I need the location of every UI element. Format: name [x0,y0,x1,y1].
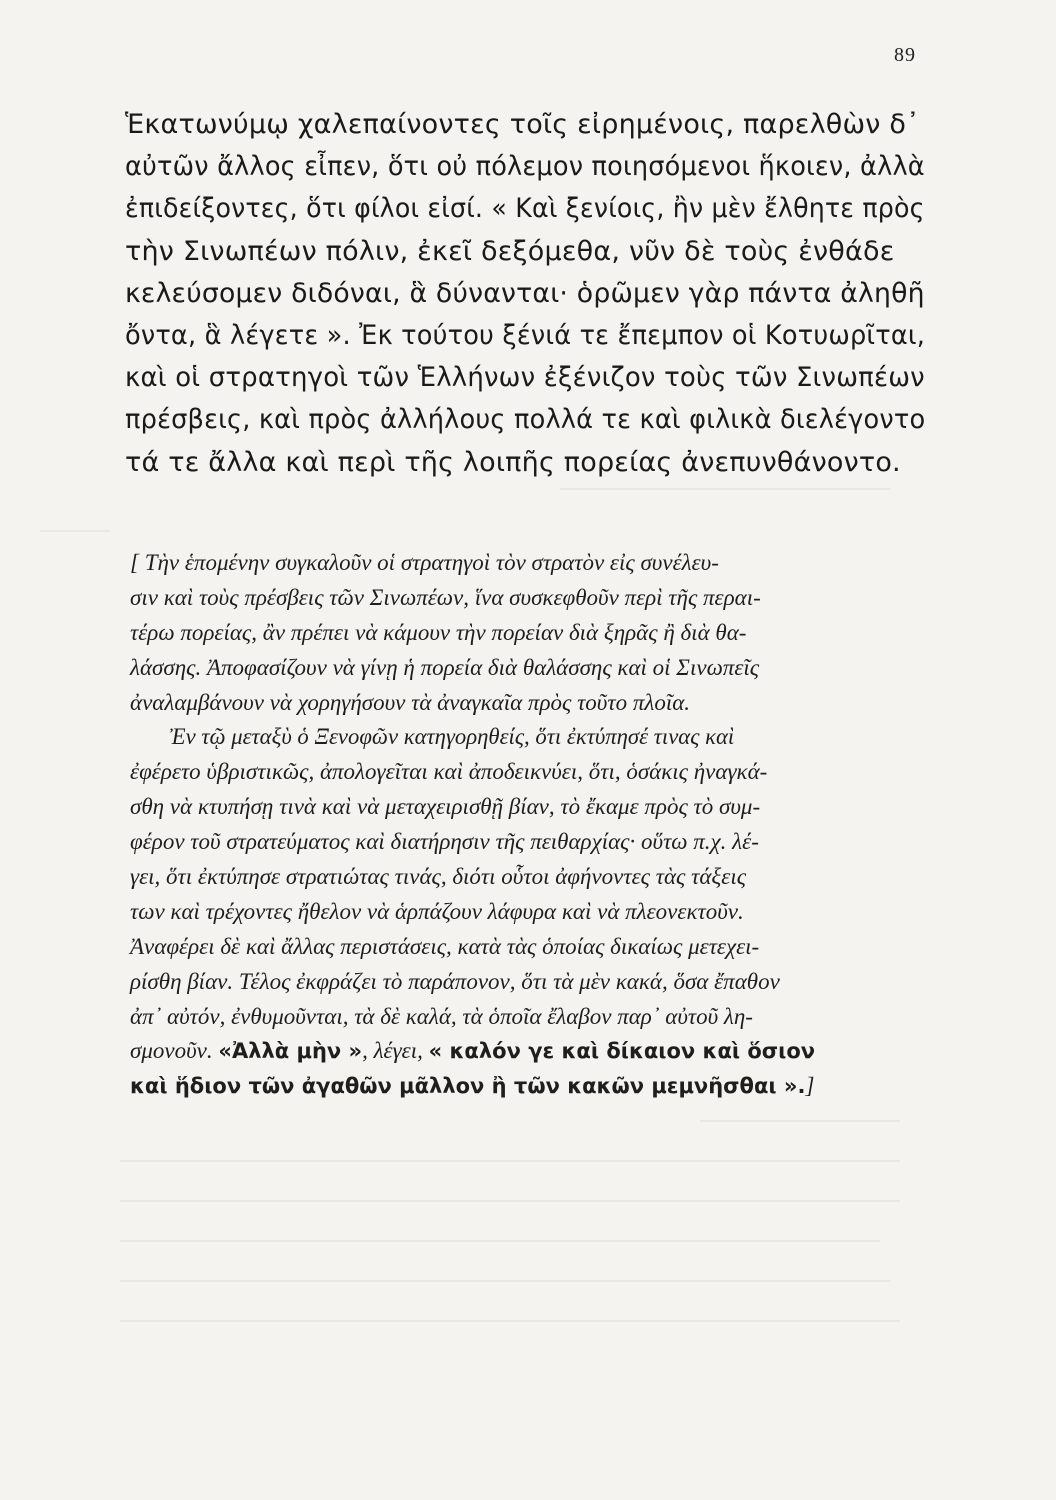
commentary-line: σιν καὶ τοὺς πρέσβεις τῶν Σινωπέων, ἵνα συσκεφθοῦν περὶ τῆς περαι- [130,584,761,610]
text-line: πρέσβεις, καὶ πρὸς ἀλλήλους πολλά τε καὶ φιλικὰ διελέγοντο [125,404,926,436]
text-line: Ἑκατωνύμῳ χαλεπαίνοντες τοῖς εἰρημένοις, παρελθὼν δ᾽ [125,109,920,140]
commentary-line: Ἀναφέρει δὲ καὶ ἄλλας περιστάσεις, κατὰ τὰς ὁποίας δικαίως μετεχει- [130,933,760,959]
commentary-text: , λέγει, [362,1038,423,1064]
text-line: καὶ οἱ στρατηγοὶ τῶν Ἑλλήνων ἐξένιζον τοὺς τῶν Σινωπέων [125,362,925,394]
closing-bracket: ] [805,1073,815,1099]
commentary-text: σμονοῦν. [130,1038,213,1064]
quoted-greek: καὶ ἥδιον τῶν ἀγαθῶν μᾶλλον ἢ τῶν κακῶν μεμνῆσθαι ». [130,1074,806,1099]
commentary-line: [ Τὴν ἑπομένην συγκαλοῦν οἱ στρατηγοὶ τὸν στρατὸν εἰς συνέλευ- [130,550,719,575]
greek-source-text [125,104,925,484]
page-number: 89 [894,44,916,66]
commentary-summary [130,546,930,1104]
commentary-line: φέρον τοῦ στρατεύματος καὶ διατήρησιν τῆς πειθαρχίας· οὕτω π.χ. λέ- [130,829,759,855]
commentary-line: Ἐν τῷ μεταξὺ ὁ Ξενοφῶν κατηγορηθείς, ὅτι ἐκτύπησέ τινας καὶ [169,724,735,750]
text-line: αὐτῶν ἄλλος εἶπεν, ὅτι οὐ πόλεμον ποιησόμενοι ἥκοιεν, ἀλλὰ [125,151,925,183]
commentary-line: τέρω πορείας, ἂν πρέπει νὰ κάμουν τὴν πορείαν διὰ ξηρᾶς ἢ διὰ θα- [130,619,747,645]
text-line: κελεύσομεν διδόναι, ἃ δύνανται· ὁρῶμεν γὰρ πάντα ἀληθῆ [125,277,925,309]
commentary-line: των καὶ τρέχοντες ἤθελον νὰ ἁρπάζουν λάφυρα καὶ νὰ πλεονεκτοῦν. [130,898,744,924]
text-line: τά τε ἄλλα καὶ περὶ τῆς λοιπῆς πορείας ἀνεπυνθάνοντο. [125,446,901,478]
text-line: τὴν Σινωπέων πόλιν, ἐκεῖ δεξόμεθα, νῦν δὲ τοὺς ἐνθάδε [125,235,895,267]
commentary-line: ἐφέρετο ὑβριστικῶς, ἀπολογεῖται καὶ ἀποδεικνύει, ὅτι, ὁσάκις ἠναγκά- [130,759,768,785]
commentary-line: ἀπ᾽ αὐτόν, ἐνθυμοῦνται, τὰ δὲ καλά, τὰ ὁποῖα ἔλαβον παρ᾽ αὐτοῦ λη- [130,1003,753,1029]
quoted-greek: « καλόν γε καὶ δίκαιον καὶ ὅσιον [428,1039,816,1064]
commentary-line: ρίσθη βίαν. Τέλος ἐκφράζει τὸ παράπονον, ὅτι τὰ μὲν κακά, ὅσα ἔπαθον [130,968,780,994]
commentary-line-with-quote [130,1034,930,1069]
commentary-line: γει, ὅτι ἐκτύπησε στρατιώτας τινάς, διότι οὗτοι ἀφήνοντες τὰς τάξεις [130,864,747,890]
commentary-line: ἀναλαμβάνουν νὰ χορηγήσουν τὰ ἀναγκαῖα πρὸς τοῦτο πλοῖα. [130,689,691,715]
text-line: ἐπιδείξοντες, ὅτι φίλοι εἰσί. « Καὶ ξενίοις, ἢν μὲν ἔλθητε πρὸς [125,193,925,225]
text-line: ὄντα, ἃ λέγετε ». Ἐκ τούτου ξένιά τε ἔπεμπον οἱ Κοτυωρῖται, [125,319,926,351]
commentary-line: σθη νὰ κτυπήσῃ τινὰ καὶ νὰ μεταχειρισθῇ βίαν, τὸ ἔκαμε πρὸς τὸ συμ- [130,794,761,820]
quoted-greek: «Ἀλλὰ μὴν » [218,1039,363,1064]
commentary-line: λάσσης. Ἀποφασίζουν νὰ γίνῃ ἡ πορεία διὰ θαλάσσης καὶ οἱ Σινωπεῖς [130,654,760,680]
commentary-line-with-quote [130,1069,930,1104]
